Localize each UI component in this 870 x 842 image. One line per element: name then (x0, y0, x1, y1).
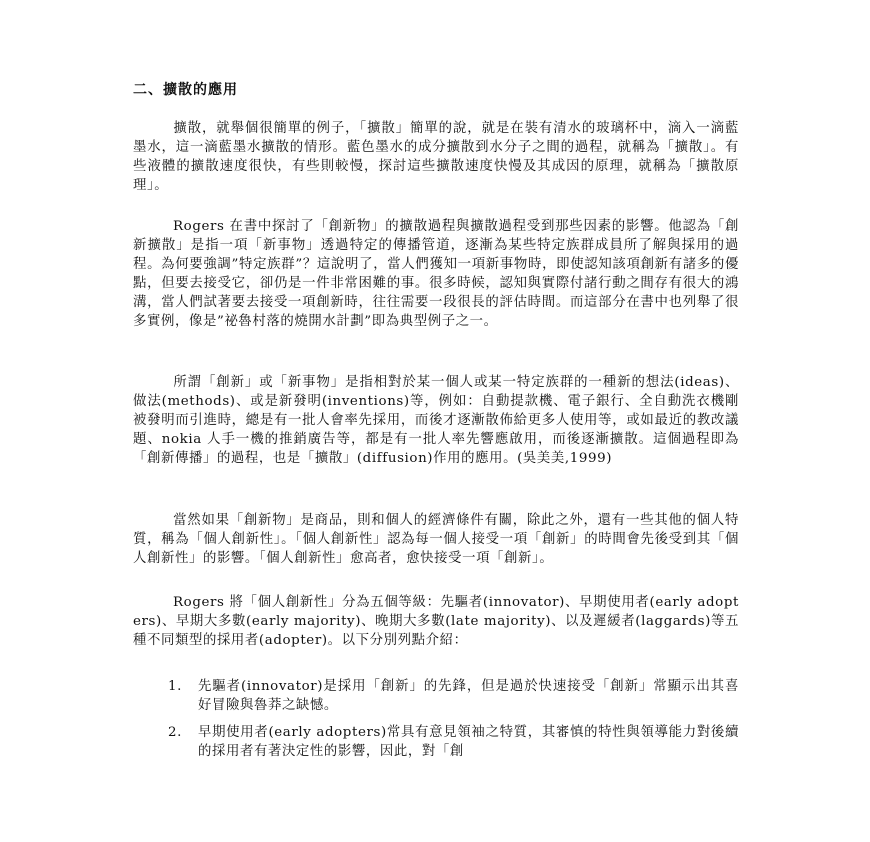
list-item (168, 677, 739, 715)
section-heading: 二、擴散的應用 (133, 82, 238, 98)
paragraph-adopter-categories: Rogers 將「個人創新性」分為五個等級：先驅者(innovator)、早期使用者(early adopters)、早期大多數(early majority)、晚期大多數(late majority)、以及遲緩者(laggards)等五種不同類型的採用者(adopter)。以下分別列點介紹： (133, 595, 739, 649)
list-number: 2. (168, 725, 182, 740)
list-number: 1. (168, 679, 182, 694)
list-text: 先驅者(innovator)是採用「創新」的先鋒，但是過於快速接受「創新」常顯示出其喜好冒險與魯莽之缺憾。 (198, 679, 739, 714)
list-item (168, 723, 739, 761)
paragraph-diffusion-definition: 擴散，就舉個很簡單的例子，「擴散」簡單的說，就是在裝有清水的玻璃杯中，滴入一滴藍墨水，這一滴藍墨水擴散的情形。藍色墨水的成分擴散到水分子之間的過程，就稱為「擴散」。有些液體的擴散速度很快，有些則較慢，探討這些擴散速度快慢及其成因的原理，就稱為「擴散原理」。 (133, 121, 739, 194)
paragraph-innovation-meaning: 所謂「創新」或「新事物」是指相對於某一個人或某一特定族群的一種新的想法(ideas)、做法(methods)、或是新發明(inventions)等，例如：自動提款機、電子銀行、全自動洗衣機剛被發明而引進時，總是有一批人會率先採用，而後才逐漸散佈給更多人使用等，或如最近的教改議題、nokia 人手一機的推銷廣告等，都是有一批人率先響應啟用，而後逐漸擴散。這個過程即為「創新傳播」的過程，也是「擴散」(diffusion)作用的應用。(吳美美,1999) (133, 375, 739, 467)
paragraph-rogers-innovation: Rogers 在書中探討了「創新物」的擴散過程與擴散過程受到那些因素的影響。他認為「創新擴散」是指一項「新事物」透過特定的傳播管道，逐漸為某些特定族群成員所了解與採用的過程。為何要強調”特定族群”？這說明了，當人們獲知一項新事物時，即使認知該項創新有諸多的優點，但要去接受它，卻仍是一件非常困難的事。很多時候，認知與實際付諸行動之間存有很大的鴻溝，當人們試著要去接受一項創新時，往往需要一段很長的評估時間。而這部分在書中也列舉了很多實例，像是”祕魯村落的燒開水計劃”即為典型例子之一。 (133, 219, 739, 330)
list-text: 早期使用者(early adopters)常具有意見領袖之特質，其審慎的特性與領導能力對後續的採用者有著決定性的影響，因此，對「創 (198, 725, 739, 760)
paragraph-personal-innovativeness: 當然如果「創新物」是商品，則和個人的經濟條件有關，除此之外，還有一些其他的個人特質，稱為「個人創新性」。「個人創新性」認為每一個人接受一項「創新」的時間會先後受到其「個人創新性」的影響。「個人創新性」愈高者，愈快接受一項「創新」。 (133, 513, 739, 567)
